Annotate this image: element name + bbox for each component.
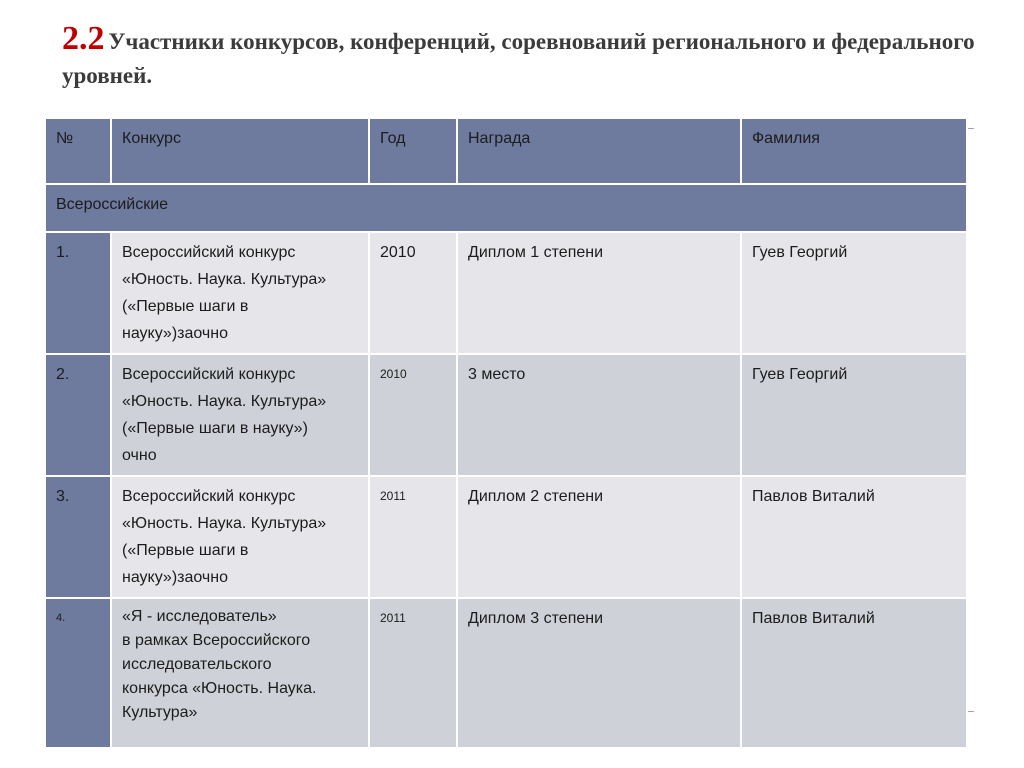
award-cell: Диплом 1 степени (458, 233, 740, 353)
title-text: Участники конкурсов, конференций, соревнований регионального и федерального уровней. (62, 29, 975, 88)
edge-mark (968, 128, 974, 129)
contest-line: исследовательского (122, 656, 272, 673)
year-cell: 2010 (370, 233, 456, 353)
surname-cell: Павлов Виталий (742, 599, 966, 747)
year-cell: 2011 (370, 477, 456, 597)
surname-cell: Гуев Георгий (742, 233, 966, 353)
year-cell: 2010 (370, 355, 456, 475)
header-row (46, 119, 966, 183)
row-number: 4. (46, 599, 110, 747)
contest-line: Культура» (122, 704, 198, 721)
header-num: № (46, 119, 110, 183)
row-number: 2. (46, 355, 110, 475)
year-cell: 2011 (370, 599, 456, 747)
slide-title (62, 22, 982, 93)
contest-line: Всероссийский конкурс (122, 366, 296, 383)
contest-cell (112, 477, 368, 597)
header-year: Год (370, 119, 456, 183)
row-number: 3. (46, 477, 110, 597)
contest-cell (112, 233, 368, 353)
section-number: 2.2 (62, 20, 105, 57)
section-row (46, 185, 966, 231)
contest-line: в рамках Всероссийского (122, 632, 311, 649)
contest-line: «Юность. Наука. Культура» (122, 393, 327, 410)
table-row (46, 599, 966, 747)
participants-table (44, 117, 968, 749)
contest-line: («Первые шаги в (122, 542, 249, 559)
contest-line: науку»)заочно (122, 325, 228, 342)
contest-line: науку»)заочно (122, 569, 228, 586)
row-number: 1. (46, 233, 110, 353)
header-contest: Конкурс (112, 119, 368, 183)
table-row (46, 477, 966, 597)
award-cell: Диплом 3 степени (458, 599, 740, 747)
surname-cell: Павлов Виталий (742, 477, 966, 597)
surname-cell: Гуев Георгий (742, 355, 966, 475)
award-cell: 3 место (458, 355, 740, 475)
award-cell: Диплом 2 степени (458, 477, 740, 597)
contest-line: Всероссийский конкурс (122, 244, 296, 261)
table-row (46, 233, 966, 353)
contest-line: («Первые шаги в (122, 298, 249, 315)
contest-line: очно (122, 447, 157, 464)
contest-line: «Юность. Наука. Культура» (122, 271, 327, 288)
edge-mark (968, 711, 974, 712)
contest-line: конкурса «Юность. Наука. (122, 680, 317, 697)
header-award: Награда (458, 119, 740, 183)
contest-cell (112, 599, 368, 747)
contest-cell (112, 355, 368, 475)
section-label: Всероссийские (46, 185, 966, 231)
header-surname: Фамилия (742, 119, 966, 183)
table-row (46, 355, 966, 475)
contest-line: «Я - исследователь» (122, 608, 277, 625)
contest-line: («Первые шаги в науку») (122, 420, 308, 437)
contest-line: «Юность. Наука. Культура» (122, 515, 327, 532)
contest-line: Всероссийский конкурс (122, 488, 296, 505)
